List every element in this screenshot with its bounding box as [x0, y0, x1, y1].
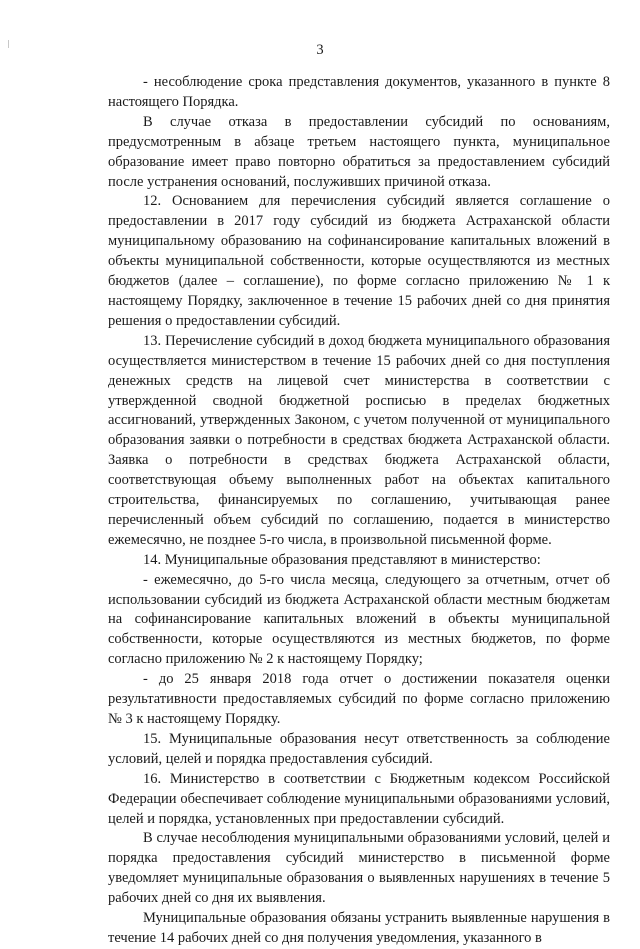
paragraph-8: 15. Муниципальные образования несут ответственность за соблюдение условий, целей и порядка предоставления субсидий. — [108, 730, 610, 767]
paragraph-4: 13. Перечисление субсидий в доход бюджета муниципального образования осуществляется министерством в течение 15 рабочих дней со дня поступления денежных средств на лицевой счет министерства в соответствии с утвержденной сводной бюджетной росписью в пределах бюджетных ассигнований, утвержденных Законом, с учетом полученной от муниципального образования заявки о потребности в средствах бюджета Астраханской области. Заявка о потребности в средствах бюджета Астраханской области, соответствующая объему выполненных работ на объектах капитального строительства, финансируемых по соглашению, учитывающая ранее перечисленный объем субсидий по соглашению, подается в министерство ежемесячно, не позднее 5-го числа, в произвольной письменной форме. — [108, 332, 610, 548]
paragraph-1: - несоблюдение срока представления документов, указанного в пункте 8 настоящего Порядка. — [108, 74, 610, 110]
paragraph-2: В случае отказа в предоставлении субсидий по основаниям, предусмотренным в абзаце третьем настоящего пункта, муниципальное образование имеет право повторно обратиться за предоставлением субсидий после устранения оснований, послуживших причиной отказа. — [108, 113, 610, 190]
paragraph-7: - до 25 января 2018 года отчет о достижении показателя оценки результативности предоставляемых субсидий по форме согласно приложению № 3 к настоящему Порядку. — [108, 671, 610, 727]
document-body — [108, 73, 610, 949]
paragraph-11: Муниципальные образования обязаны устранить выявленные нарушения в течение 14 рабочих дней со дня получения уведомления, указанного в — [108, 910, 610, 946]
page-number: 3 — [316, 42, 324, 58]
paragraph-3: 12. Основанием для перечисления субсидий является соглашение о предоставлении в 2017 году субсидий из бюджета Астраханской области муниципальному образованию на софинансирование капитальных вложений в объекты муниципальной собственности, которые осуществляются из местных бюджетов (далее – соглашение), по форме согласно приложению № 1 к настоящему Порядку, заключенное в течение 15 рабочих дней со дня принятия решения о предоставлении субсидий. — [108, 193, 610, 329]
paragraph-5: 14. Муниципальные образования представляют в министерство: — [143, 551, 541, 568]
paragraph-10: В случае несоблюдения муниципальными образованиями условий, целей и порядка предоставления субсидий министерство в письменной форме уведомляет муниципальные образования о выявленных нарушениях в течение 5 рабочих дней со дня их выявления. — [108, 830, 610, 907]
paragraph-9: 16. Министерство в соответствии с Бюджетным кодексом Российской Федерации обеспечивает соблюдение муниципальными образованиями условий, целей и порядка, установленных при предоставлении субсидий. — [108, 770, 610, 827]
paragraph-6: - ежемесячно, до 5-го числа месяца, следующего за отчетным, отчет об использовании субсидий из бюджета Астраханской области местным бюджетам на софинансирование капитальных вложений в объекты муниципальной собственности, которые осуществляются из местных бюджетов, по форме согласно приложению № 2 к настоящему Порядку; — [108, 571, 610, 668]
